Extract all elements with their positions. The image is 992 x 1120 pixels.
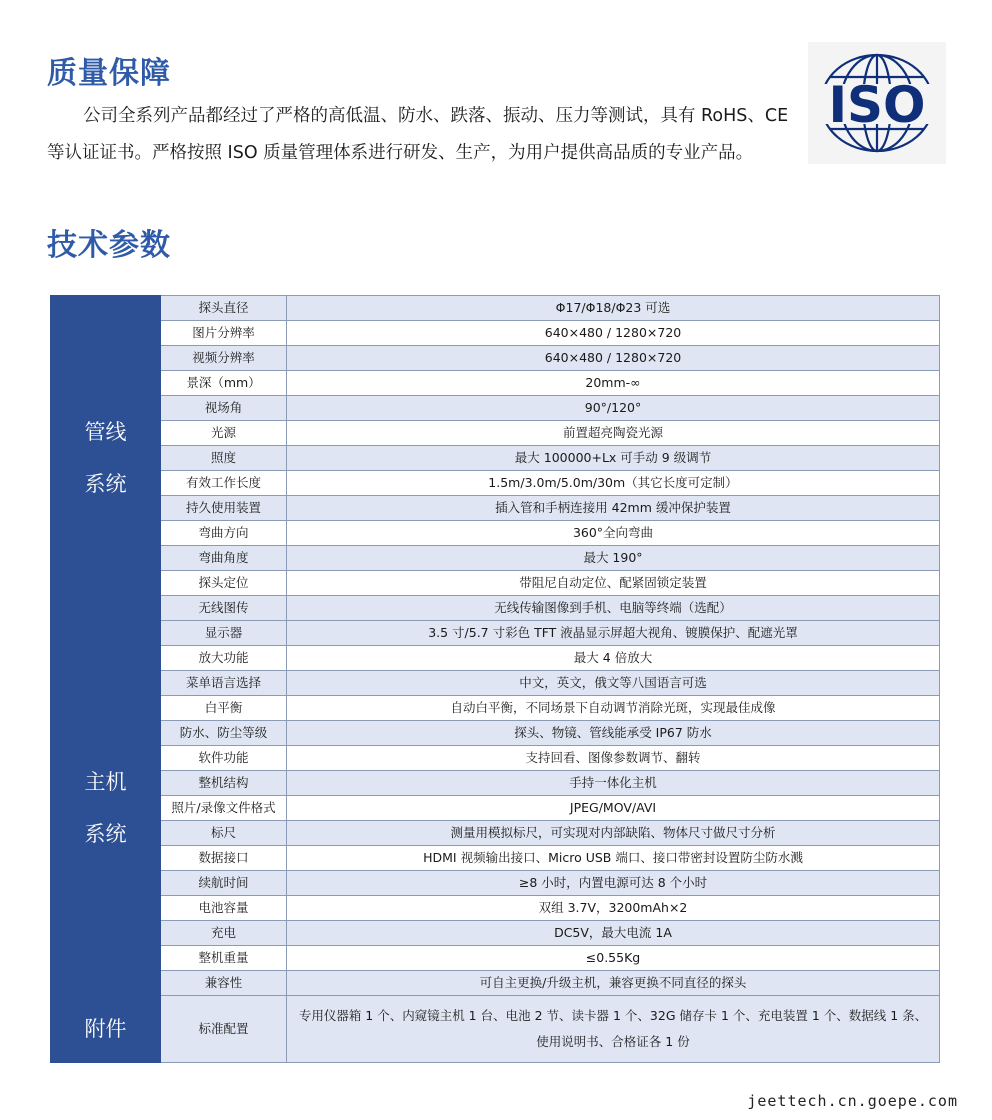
spec-row: [51, 996, 940, 1063]
spec-label: 菜单语言选择: [161, 671, 287, 696]
spec-value: 中文，英文，俄文等八国语言可选: [287, 671, 940, 696]
spec-label: 显示器: [161, 621, 287, 646]
spec-value: 手持一体化主机: [287, 771, 940, 796]
footer-url: jeettech.cn.goepe.com: [747, 1092, 958, 1110]
spec-row: [51, 446, 940, 471]
spec-row: [51, 771, 940, 796]
spec-label: 整机结构: [161, 771, 287, 796]
spec-label: 标尺: [161, 821, 287, 846]
spec-value: 支持回看、图像参数调节、翻转: [287, 746, 940, 771]
spec-row: [51, 846, 940, 871]
spec-label: 无线图传: [161, 596, 287, 621]
spec-value: 360°全向弯曲: [287, 521, 940, 546]
spec-value: 最大 4 倍放大: [287, 646, 940, 671]
spec-row: [51, 296, 940, 321]
spec-value: 专用仪器箱 1 个、内窥镜主机 1 台、电池 2 节、读卡器 1 个、32G 储存卡 1 个、充电装置 1 个、数据线 1 条、使用说明书、合格证各 1 份: [287, 996, 940, 1063]
spec-row: [51, 946, 940, 971]
spec-row: [51, 971, 940, 996]
spec-row: [51, 721, 940, 746]
quality-title: 质量保障: [47, 56, 171, 91]
spec-value: Φ17/Φ18/Φ23 可选: [287, 296, 940, 321]
spec-value: ≤0.55Kg: [287, 946, 940, 971]
spec-group-line1: 管线: [84, 420, 127, 444]
spec-value: 90°/120°: [287, 396, 940, 421]
spec-label: 兼容性: [161, 971, 287, 996]
spec-row: [51, 471, 940, 496]
spec-title: 技术参数: [47, 228, 171, 263]
spec-value: 带阻尼自动定位、配紧固锁定装置: [287, 571, 940, 596]
spec-row: [51, 796, 940, 821]
spec-row: [51, 921, 940, 946]
spec-label: 视频分辨率: [161, 346, 287, 371]
spec-value: 3.5 寸/5.7 寸彩色 TFT 液晶显示屏超大视角、镀膜保护、配遮光罩: [287, 621, 940, 646]
spec-label: 白平衡: [161, 696, 287, 721]
spec-row: [51, 571, 940, 596]
spec-row: [51, 396, 940, 421]
spec-row: [51, 671, 940, 696]
spec-value: 640×480 / 1280×720: [287, 321, 940, 346]
spec-label: 图片分辨率: [161, 321, 287, 346]
spec-row: [51, 496, 940, 521]
spec-row: [51, 521, 940, 546]
spec-row: [51, 871, 940, 896]
iso-logo-text: ISO: [828, 76, 926, 134]
spec-value: 20mm-∞: [287, 371, 940, 396]
spec-value: 插入管和手柄连接用 42mm 缓冲保护装置: [287, 496, 940, 521]
spec-label: 探头直径: [161, 296, 287, 321]
spec-group-line2: 系统: [84, 822, 127, 846]
spec-row: [51, 371, 940, 396]
spec-label: 标准配置: [161, 996, 287, 1063]
spec-value: 640×480 / 1280×720: [287, 346, 940, 371]
spec-group-label: [51, 296, 161, 621]
spec-row: [51, 646, 940, 671]
spec-label: 弯曲方向: [161, 521, 287, 546]
spec-value: DC5V，最大电流 1A: [287, 921, 940, 946]
spec-value: 双组 3.7V，3200mAh×2: [287, 896, 940, 921]
spec-row: [51, 746, 940, 771]
spec-label: 视场角: [161, 396, 287, 421]
spec-row: [51, 346, 940, 371]
spec-label: 充电: [161, 921, 287, 946]
spec-group-line1: 主机: [84, 770, 127, 794]
spec-group-line1: 附件: [84, 1017, 127, 1041]
spec-label: 照度: [161, 446, 287, 471]
spec-row: [51, 596, 940, 621]
spec-label: 防水、防尘等级: [161, 721, 287, 746]
spec-value: 自动白平衡，不同场景下自动调节消除光斑，实现最佳成像: [287, 696, 940, 721]
spec-value: 1.5m/3.0m/5.0m/30m（其它长度可定制）: [287, 471, 940, 496]
spec-label: 探头定位: [161, 571, 287, 596]
spec-value: ≥8 小时，内置电源可达 8 个小时: [287, 871, 940, 896]
spec-value: 无线传输图像到手机、电脑等终端（选配）: [287, 596, 940, 621]
spec-label: 弯曲角度: [161, 546, 287, 571]
spec-value: 最大 190°: [287, 546, 940, 571]
quality-paragraph: [47, 98, 797, 172]
spec-row: [51, 421, 940, 446]
spec-row: [51, 896, 940, 921]
spec-value: 最大 100000+Lx 可手动 9 级调节: [287, 446, 940, 471]
spec-label: 有效工作长度: [161, 471, 287, 496]
spec-label: 持久使用装置: [161, 496, 287, 521]
spec-group-label: [51, 621, 161, 996]
spec-group-line2: 系统: [84, 472, 127, 496]
spec-value: JPEG/MOV/AVI: [287, 796, 940, 821]
iso-logo: [808, 42, 946, 164]
spec-label: 电池容量: [161, 896, 287, 921]
spec-row: [51, 696, 940, 721]
spec-value: 前置超亮陶瓷光源: [287, 421, 940, 446]
spec-label: 数据接口: [161, 846, 287, 871]
spec-label: 照片/录像文件格式: [161, 796, 287, 821]
spec-group-label: [51, 996, 161, 1063]
spec-row: [51, 621, 940, 646]
spec-row: [51, 546, 940, 571]
spec-label: 续航时间: [161, 871, 287, 896]
spec-row: [51, 321, 940, 346]
quality-paragraph-text: 公司全系列产品都经过了严格的高低温、防水、跌落、振动、压力等测试，具有 RoHS、CE 等认证证书。严格按照 ISO 质量管理体系进行研发、生产，为用户提供高品质的专业产品。: [47, 106, 789, 163]
spec-label: 软件功能: [161, 746, 287, 771]
spec-table: [50, 295, 940, 1063]
spec-row: [51, 821, 940, 846]
spec-value: 探头、物镜、管线能承受 IP67 防水: [287, 721, 940, 746]
spec-label: 放大功能: [161, 646, 287, 671]
spec-label: 景深（mm）: [161, 371, 287, 396]
spec-value: 可自主更换/升级主机，兼容更换不同直径的探头: [287, 971, 940, 996]
spec-label: 整机重量: [161, 946, 287, 971]
spec-value: HDMI 视频输出接口、Micro USB 端口、接口带密封设置防尘防水溅: [287, 846, 940, 871]
spec-value: 测量用模拟标尺，可实现对内部缺陷、物体尺寸做尺寸分析: [287, 821, 940, 846]
spec-label: 光源: [161, 421, 287, 446]
